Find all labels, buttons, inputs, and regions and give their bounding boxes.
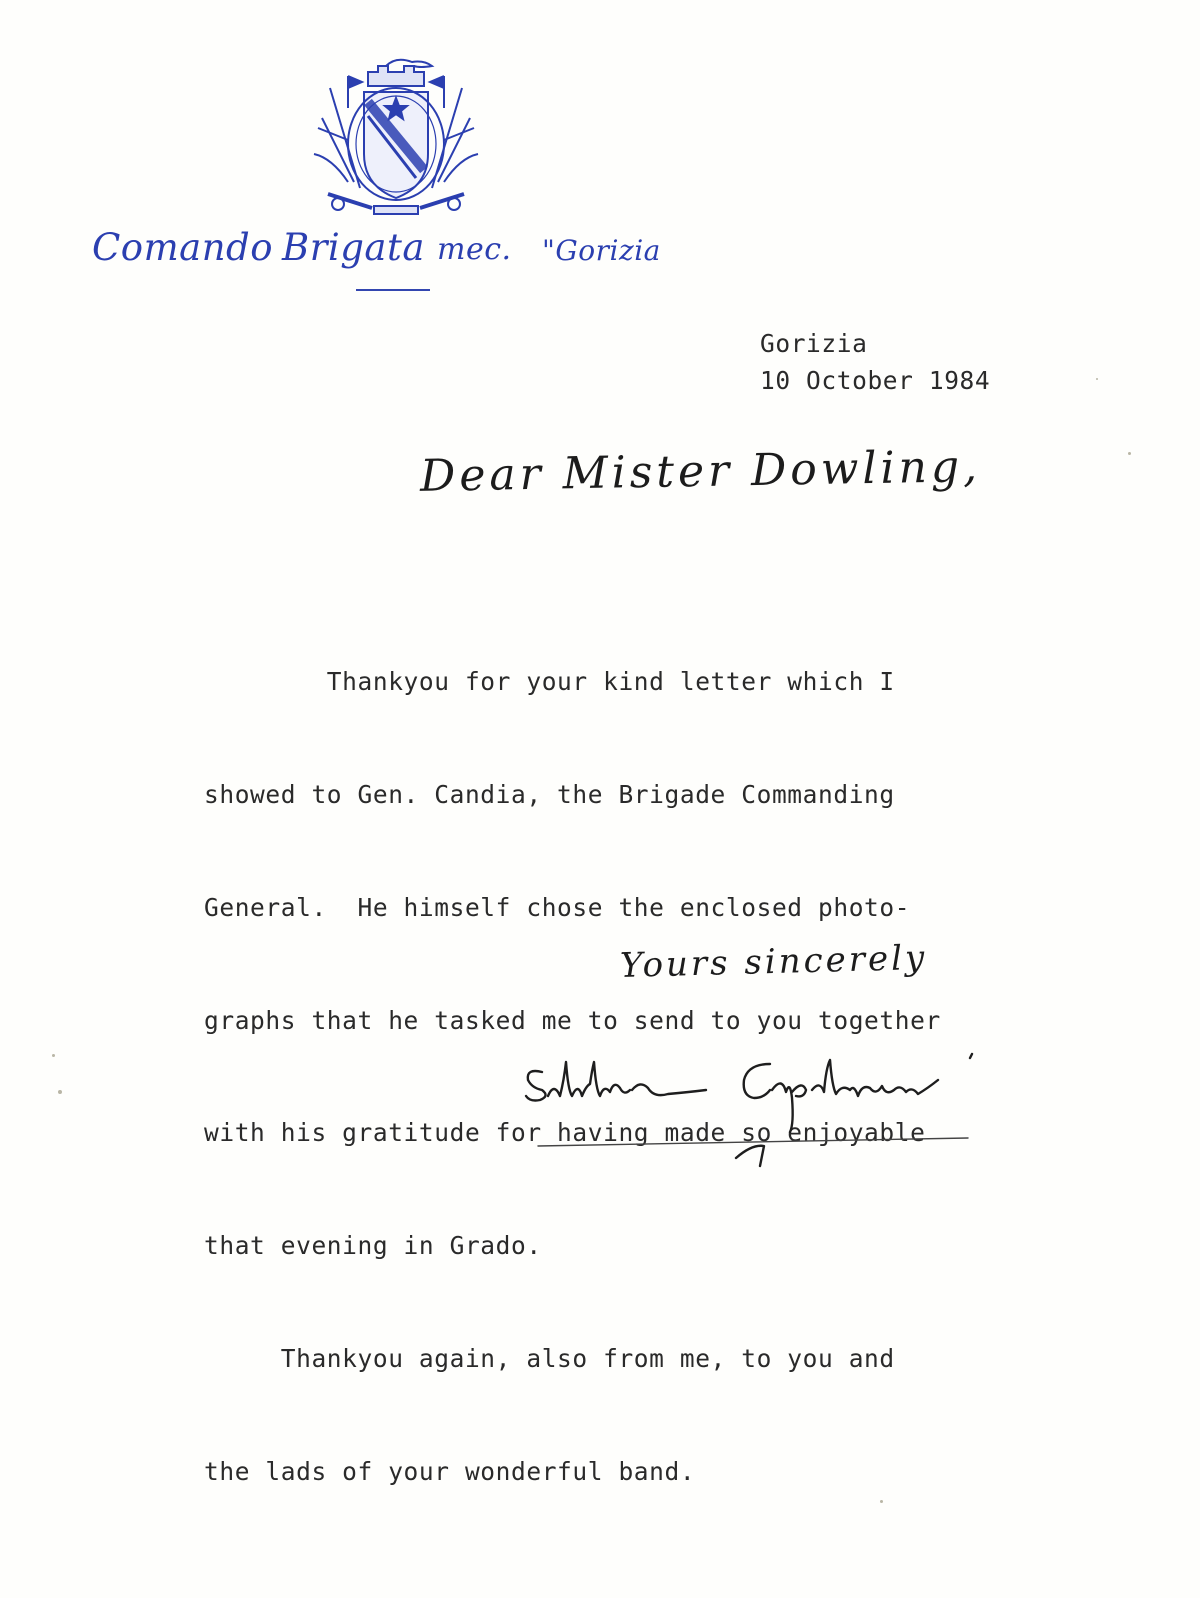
letterhead-word-brigata: Brigata [282, 226, 425, 269]
paper-speck [1096, 378, 1098, 380]
place: Gorizia [760, 329, 868, 358]
body-line: the lads of your wonderful band. [204, 1456, 696, 1486]
closing: Yours sincerely [619, 937, 928, 987]
letterhead-word-comando: Comando [92, 226, 274, 269]
body-line: Thankyou again, also from me, to you and [204, 1343, 895, 1373]
date: 10 October 1984 [760, 366, 991, 395]
place-date-block [760, 325, 990, 399]
letterhead-word-mec: mec. [437, 232, 512, 267]
body-line: showed to Gen. Candia, the Brigade Commanding [204, 779, 895, 809]
body-line: that evening in Grado. [204, 1231, 542, 1261]
paper-speck [58, 1090, 62, 1094]
paper-speck [1128, 452, 1131, 455]
coat-of-arms-icon [308, 58, 484, 218]
salutation: Dear Mister Dowling, [419, 441, 982, 502]
letterhead-underline [356, 289, 430, 291]
body-line: Thankyou for your kind letter which I [204, 667, 895, 697]
letterhead-title [92, 226, 712, 286]
handwritten-signature [520, 1040, 1000, 1170]
body-line: with his gratitude for having made so enjoyable [204, 1118, 926, 1148]
paper-speck [880, 1500, 883, 1503]
body-line: General. He himself chose the enclosed photo- [204, 892, 911, 922]
body-line: graphs that he tasked me to send to you together [204, 1005, 941, 1035]
paper-speck [52, 1054, 55, 1057]
letterhead-word-gorizia: "Gorizia [542, 234, 661, 267]
